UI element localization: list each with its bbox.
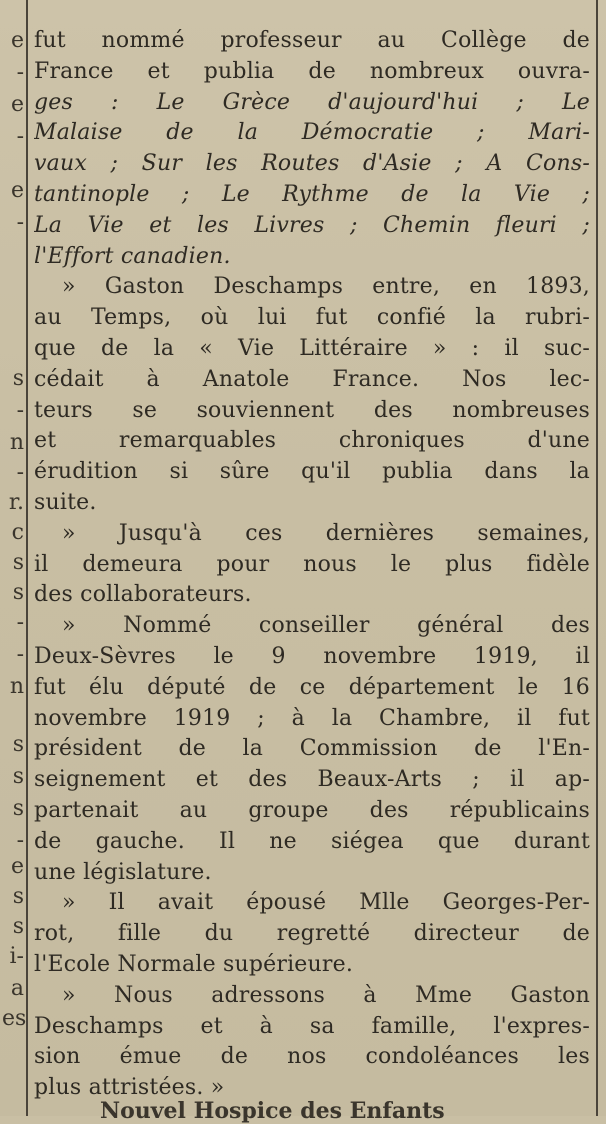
text-line: cédait à Anatole France. Nos lec- <box>34 366 590 392</box>
margin-fragment: - <box>16 642 24 667</box>
column-rule-right <box>596 0 598 1116</box>
margin-fragment: es <box>2 1006 27 1031</box>
margin-fragment: s <box>12 764 24 789</box>
margin-fragment: - <box>16 60 24 85</box>
text-line: de gauche. Il ne siégea que durant <box>34 828 590 854</box>
margin-fragment: n <box>9 674 24 699</box>
next-headline-fragment: Nouvel Hospice des Enfants <box>100 1098 445 1124</box>
text-line: Deux-Sèvres le 9 novembre 1919, il <box>34 644 590 669</box>
text-line: président de la Commission de l'En- <box>34 736 590 762</box>
margin-fragment: s <box>12 732 24 757</box>
text-line: » Nous adressons à Mme Gaston <box>62 982 590 1008</box>
text-line: tantinople ; Le Rythme de la Vie ; <box>34 182 590 207</box>
margin-fragment: s <box>12 914 24 939</box>
margin-fragment: - <box>16 124 24 149</box>
margin-fragment: - <box>16 398 24 423</box>
text-line: fut nommé professeur au Collège de <box>34 28 590 53</box>
margin-fragment: e <box>10 178 24 203</box>
margin-fragment: i- <box>9 944 24 969</box>
text-line: La Vie et les Livres ; Chemin fleuri ; <box>34 212 590 238</box>
text-line: vaux ; Sur les Routes d'Asie ; A Cons- <box>34 151 590 177</box>
text-line: » Il avait épousé Mlle Georges-Per- <box>62 890 590 916</box>
margin-fragment: s <box>12 884 24 909</box>
margin-fragment: s <box>12 550 24 575</box>
margin-fragment: e <box>10 28 24 53</box>
text-line: Deschamps et à sa famille, l'expres- <box>34 1013 590 1039</box>
text-line: des collaborateurs. <box>34 582 252 608</box>
margin-fragment: - <box>16 460 24 485</box>
text-line: suite. <box>34 490 97 515</box>
text-line: novembre 1919 ; à la Chambre, il fut <box>34 705 590 731</box>
text-line: au Temps, où lui fut confié la rubri- <box>34 305 590 331</box>
text-line: Malaise de la Démocratie ; Mari- <box>34 120 590 146</box>
margin-fragment: s <box>12 366 24 391</box>
text-line: » Gaston Deschamps entre, en 1893, <box>62 274 590 300</box>
margin-fragment: c <box>11 520 24 545</box>
article-column <box>34 0 590 1116</box>
text-line: plus attristées. » <box>34 1075 225 1101</box>
text-line: l'Ecole Normale supérieure. <box>34 952 354 977</box>
text-line: France et publia de nombreux ouvra- <box>34 58 590 84</box>
text-line: sion émue de nos condoléances les <box>34 1044 590 1070</box>
text-line: l'Effort canadien. <box>34 243 231 269</box>
margin-fragment: n <box>9 430 24 455</box>
margin-fragment: e <box>10 854 24 879</box>
column-rule-left <box>26 0 28 1116</box>
margin-fragment: r. <box>8 490 24 515</box>
adjacent-column-fragments <box>0 0 27 1116</box>
margin-fragment: s <box>12 580 24 605</box>
text-line: teurs se souviennent des nombreuses <box>34 397 590 423</box>
margin-fragment: - <box>16 210 24 235</box>
margin-fragment: a <box>10 976 24 1001</box>
text-line: seignement et des Beaux-Arts ; il ap- <box>34 767 590 793</box>
text-line: ges : Le Grèce d'aujourd'hui ; Le <box>34 89 590 115</box>
text-line: partenait au groupe des républicains <box>34 798 590 823</box>
margin-fragment: e <box>10 92 24 117</box>
text-line: une législature. <box>34 859 212 885</box>
text-line: et remarquables chroniques d'une <box>34 428 590 454</box>
text-line: rot, fille du regretté directeur de <box>34 921 590 947</box>
text-line: » Nommé conseiller général des <box>62 613 590 639</box>
margin-fragment: - <box>16 610 24 635</box>
margin-fragment: s <box>12 796 24 821</box>
margin-fragment: - <box>16 828 24 853</box>
text-line: il demeura pour nous le plus fidèle <box>34 551 590 577</box>
text-line: érudition si sûre qu'il publia dans la <box>34 459 590 485</box>
text-line: fut élu député de ce département le 16 <box>34 674 590 700</box>
text-line: » Jusqu'à ces dernières semaines, <box>62 520 590 546</box>
text-line: que de la « Vie Littéraire » : il suc- <box>34 336 590 361</box>
